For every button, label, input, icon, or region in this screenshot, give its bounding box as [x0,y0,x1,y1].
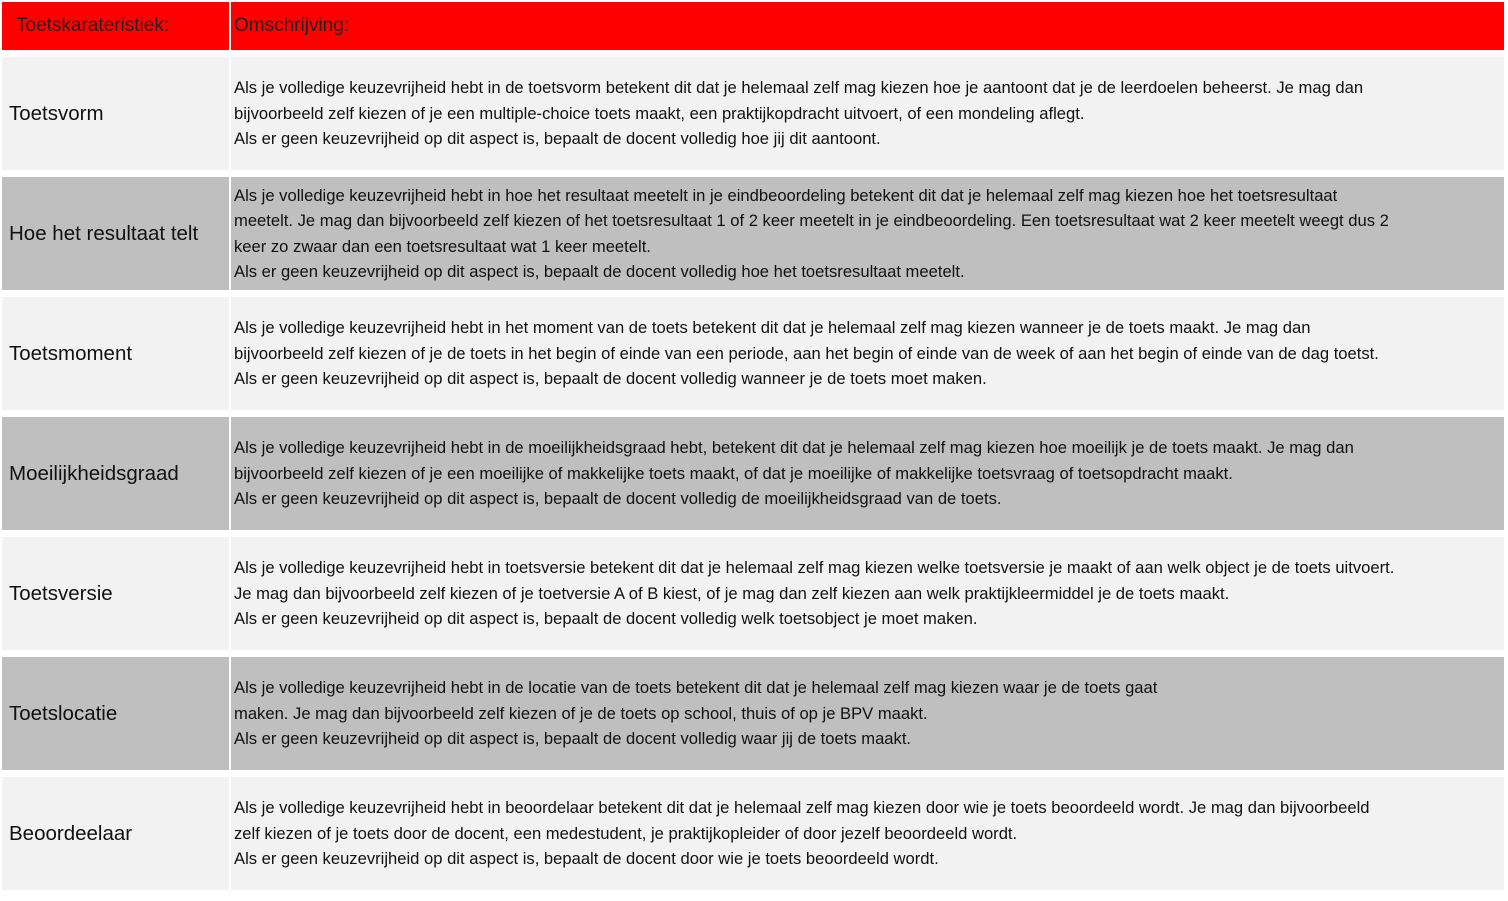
description-line: Als er geen keuzevrijheid op dit aspect is, bepaalt de docent volledig welk toetsobject je moet maken. [234,609,978,629]
row-label: Toetslocatie [2,657,231,770]
description-line: Als je volledige keuzevrijheid hebt in beoordelaar betekent dit dat je helemaal zelf mag kiezen door wie je toets beoordeeld wordt. Je mag dan bijvoorbeeld [234,798,1370,818]
description-line: bijvoorbeeld zelf kiezen of je een multiple-choice toets maakt, een praktijkopdracht uitvoert, of een mondeling aflegt. [234,103,1085,123]
row-description [231,417,1504,530]
description-line: Als er geen keuzevrijheid op dit aspect is, bepaalt de docent volledig waar jij de toets maakt. [234,729,912,749]
row-description [231,297,1504,410]
row-label: Beoordeelaar [2,777,231,890]
description-line: zelf kiezen of je toets door de docent, een medestudent, je praktijkopleider of door jezelf beoordeeld wordt. [234,823,1018,843]
description-line: Als er geen keuzevrijheid op dit aspect is, bepaalt de docent volledig wanneer je de toets moet maken. [234,369,987,389]
description-line: Als je volledige keuzevrijheid hebt in hoe het resultaat meetelt in je eindbeoordeling betekent dit dat je helemaal zelf mag kiezen hoe het toetsresultaat [234,185,1338,205]
row-description [231,177,1504,290]
description-line: Als je volledige keuzevrijheid hebt in de toetsvorm betekent dit dat je helemaal zelf mag kiezen hoe je aantoont dat je de leerdoelen beheerst. Je mag dan [234,78,1364,98]
row-label: Toetsversie [2,537,231,650]
table-row-resultaat [2,177,1504,290]
description-line: Als je volledige keuzevrijheid hebt in de moeilijkheidsgraad hebt, betekent dit dat je helemaal zelf mag kiezen hoe moeilijk je de toets maakt. Je mag dan [234,438,1354,458]
description-line: meetelt. Je mag dan bijvoorbeeld zelf kiezen of het toetsresultaat 1 of 2 keer meetelt in je eindbeoordeling. Een toetsresultaat wat 2 keer meetelt weegt dus 2 [234,211,1389,230]
table-row-beoordeelaar [2,777,1504,890]
description-line: Als er geen keuzevrijheid op dit aspect is, bepaalt de docent volledig de moeilijkheidsgraad van de toets. [234,489,1002,509]
description-line: Als er geen keuzevrijheid op dit aspect is, bepaalt de docent volledig hoe het toetsresultaat meetelt. [234,262,965,281]
description-line: Als je volledige keuzevrijheid hebt in de locatie van de toets betekent dit dat je helemaal zelf mag kiezen waar je de toets gaat [234,678,1158,698]
row-description [231,777,1504,890]
description-line: maken. Je mag dan bijvoorbeeld zelf kiezen of je de toets op school, thuis of op je BPV maakt. [234,703,928,723]
row-label: Toetsvorm [2,57,231,170]
row-label: Toetsmoment [2,297,231,410]
description-line: keer zo zwaar dan een toetsresultaat wat 1 keer meetelt. [234,236,651,256]
table-header-row [2,2,1504,50]
header-description: Omschrijving: [234,15,350,36]
row-description [231,537,1504,650]
description-line: Als je volledige keuzevrijheid hebt in toetsversie betekent dit dat je helemaal zelf mag kiezen welke toetsversie je maakt of aan welk object je de toets uitvoert. [234,558,1395,578]
table-row-toetsvorm [2,57,1504,170]
header-characteristic: Toetskarateristiek: [2,2,231,50]
table-row-toetsmoment [2,297,1504,410]
table-row-toetsversie [2,537,1504,650]
description-line: bijvoorbeeld zelf kiezen of je de toets in het begin of einde van een periode, aan het begin of einde van de week of aan het begin of einde van de dag toetst. [234,343,1379,363]
row-description [231,57,1504,170]
description-line: Als er geen keuzevrijheid op dit aspect is, bepaalt de docent door wie je toets beoordeeld wordt. [234,849,939,869]
table-row-toetslocatie [2,657,1504,770]
description-line: Als je volledige keuzevrijheid hebt in het moment van de toets betekent dit dat je helemaal zelf mag kiezen wanneer je de toets maakt. Je mag dan [234,318,1311,338]
description-line: Je mag dan bijvoorbeeld zelf kiezen of je toetversie A of B kiest, of je mag dan zelf kiezen aan welk praktijkleermiddel je de toets maakt. [234,583,1230,603]
row-label: Hoe het resultaat telt [2,177,231,290]
row-description [231,657,1504,770]
description-line: bijvoorbeeld zelf kiezen of je een moeilijke of makkelijke toets maakt, of dat je moeilijke of makkelijke toetsvraag of toetsopdracht maakt. [234,463,1233,483]
description-line: Als er geen keuzevrijheid op dit aspect is, bepaalt de docent volledig hoe jij dit aantoont. [234,129,881,149]
table-row-moeilijkheidsgraad [2,417,1504,530]
characteristics-table [2,2,1504,897]
row-label: Moeilijkheidsgraad [2,417,231,530]
